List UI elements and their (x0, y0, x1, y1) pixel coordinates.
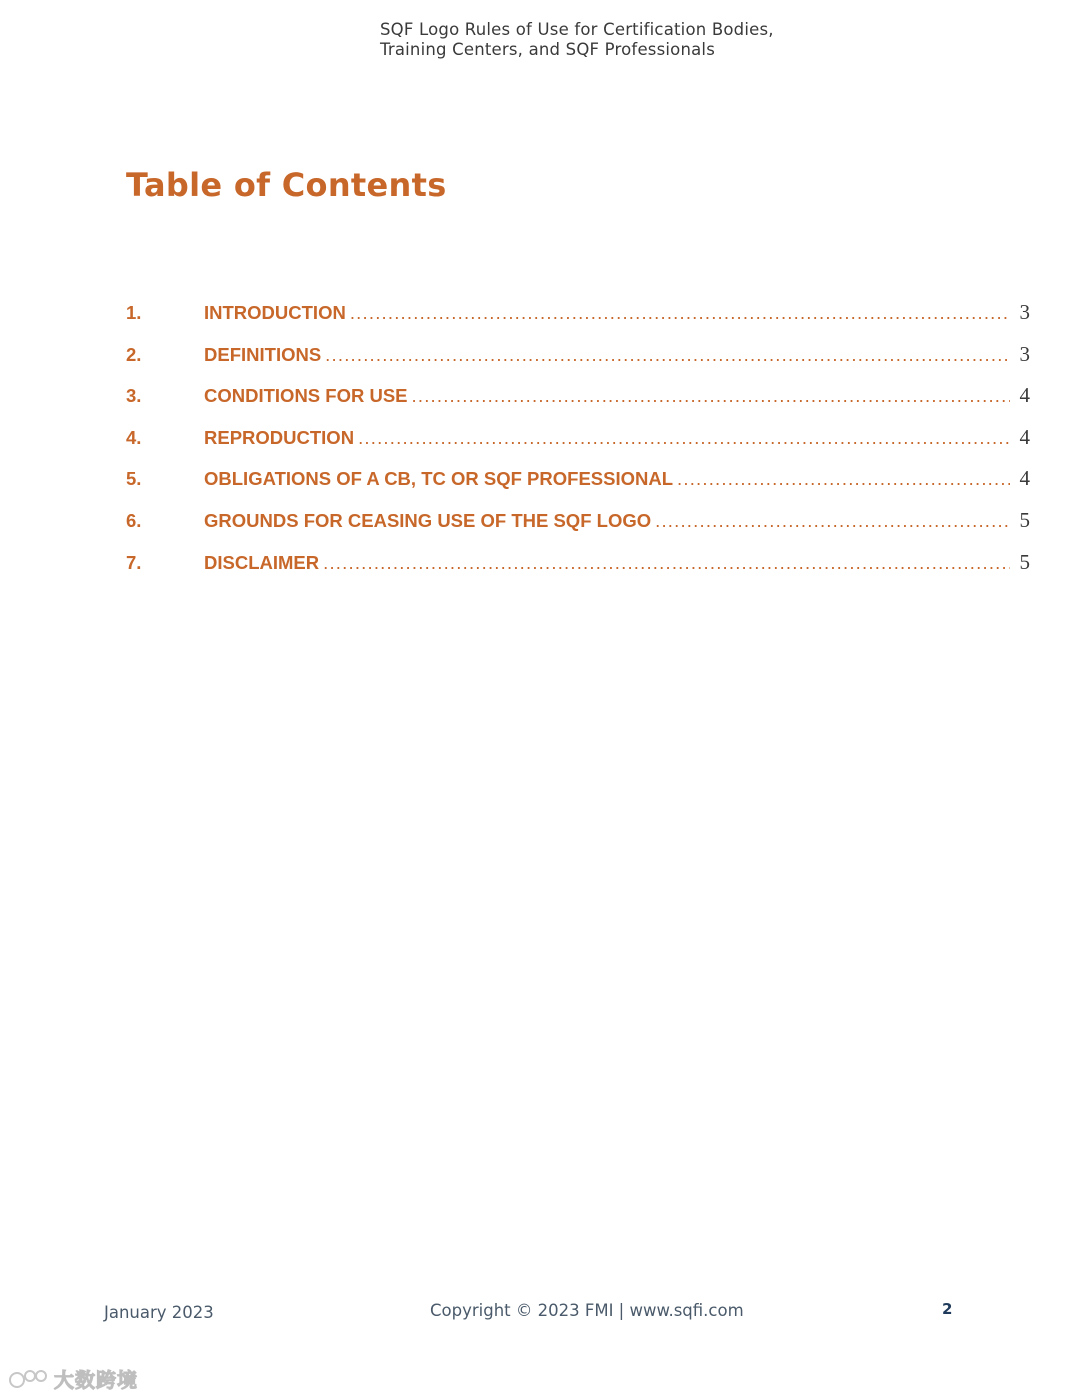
toc-entry-disclaimer[interactable] (126, 550, 1030, 592)
toc-entry-page: 3 (1019, 341, 1030, 366)
toc-entry-grounds-for-ceasing[interactable] (126, 508, 1030, 550)
watermark (8, 1364, 138, 1393)
toc-entry-label[interactable]: REPRODUCTION (204, 426, 355, 448)
toc-entry-label[interactable]: DEFINITIONS (204, 343, 322, 365)
watermark-text: 大数跨境 (54, 1368, 138, 1392)
toc-entry-number: 2. (126, 343, 142, 365)
toc-entry-label[interactable]: OBLIGATIONS OF A CB, TC OR SQF PROFESSIONAL (204, 468, 674, 490)
toc-entry-introduction[interactable] (126, 300, 1030, 342)
toc-entry-page: 4 (1019, 383, 1030, 408)
footer-copyright: Copyright © 2023 FMI | www.sqfi.com (430, 1301, 744, 1320)
toc-entry-page: 4 (1019, 466, 1030, 491)
toc-entry-number: 6. (126, 509, 142, 531)
toc-entry-page: 5 (1019, 549, 1030, 574)
toc-entry-number: 1. (126, 302, 142, 323)
toc-entry-obligations[interactable] (126, 466, 1030, 508)
toc-entry-definitions[interactable] (126, 342, 1030, 384)
toc-entry-page: 4 (1019, 424, 1030, 449)
toc-entry-reproduction[interactable] (126, 425, 1030, 467)
toc-leader-dots (655, 510, 1010, 532)
running-header-line-1: SQF Logo Rules of Use for Certification Bodies, (380, 20, 774, 39)
toc-leader-dots (412, 385, 1010, 407)
toc-entry-number: 4. (126, 426, 142, 448)
toc-list (126, 300, 1030, 591)
watermark-logo-icon (8, 1367, 50, 1391)
toc-entry-label[interactable]: INTRODUCTION (204, 302, 346, 323)
toc-entry-page: 3 (1019, 300, 1030, 324)
toc-entry-page: 5 (1019, 507, 1030, 532)
toc-leader-dots (323, 552, 1010, 574)
toc-leader-dots (358, 427, 1010, 449)
toc-entry-number: 5. (126, 468, 142, 490)
running-header (380, 20, 774, 60)
toc-leader-dots (350, 302, 1010, 324)
toc-leader-dots (677, 468, 1010, 490)
toc-entry-label[interactable]: DISCLAIMER (204, 551, 320, 573)
toc-title: Table of Contents (126, 166, 447, 204)
toc-entry-conditions-for-use[interactable] (126, 383, 1030, 425)
toc-leader-dots (325, 344, 1010, 366)
footer-date: January 2023 (104, 1303, 214, 1322)
footer-page-number: 2 (942, 1300, 953, 1318)
toc-entry-label[interactable]: GROUNDS FOR CEASING USE OF THE SQF LOGO (204, 509, 652, 531)
toc-entry-number: 7. (126, 551, 142, 573)
toc-entry-number: 3. (126, 385, 142, 407)
running-header-line-2: Training Centers, and SQF Professionals (380, 40, 716, 59)
toc-entry-label[interactable]: CONDITIONS FOR USE (204, 385, 408, 407)
